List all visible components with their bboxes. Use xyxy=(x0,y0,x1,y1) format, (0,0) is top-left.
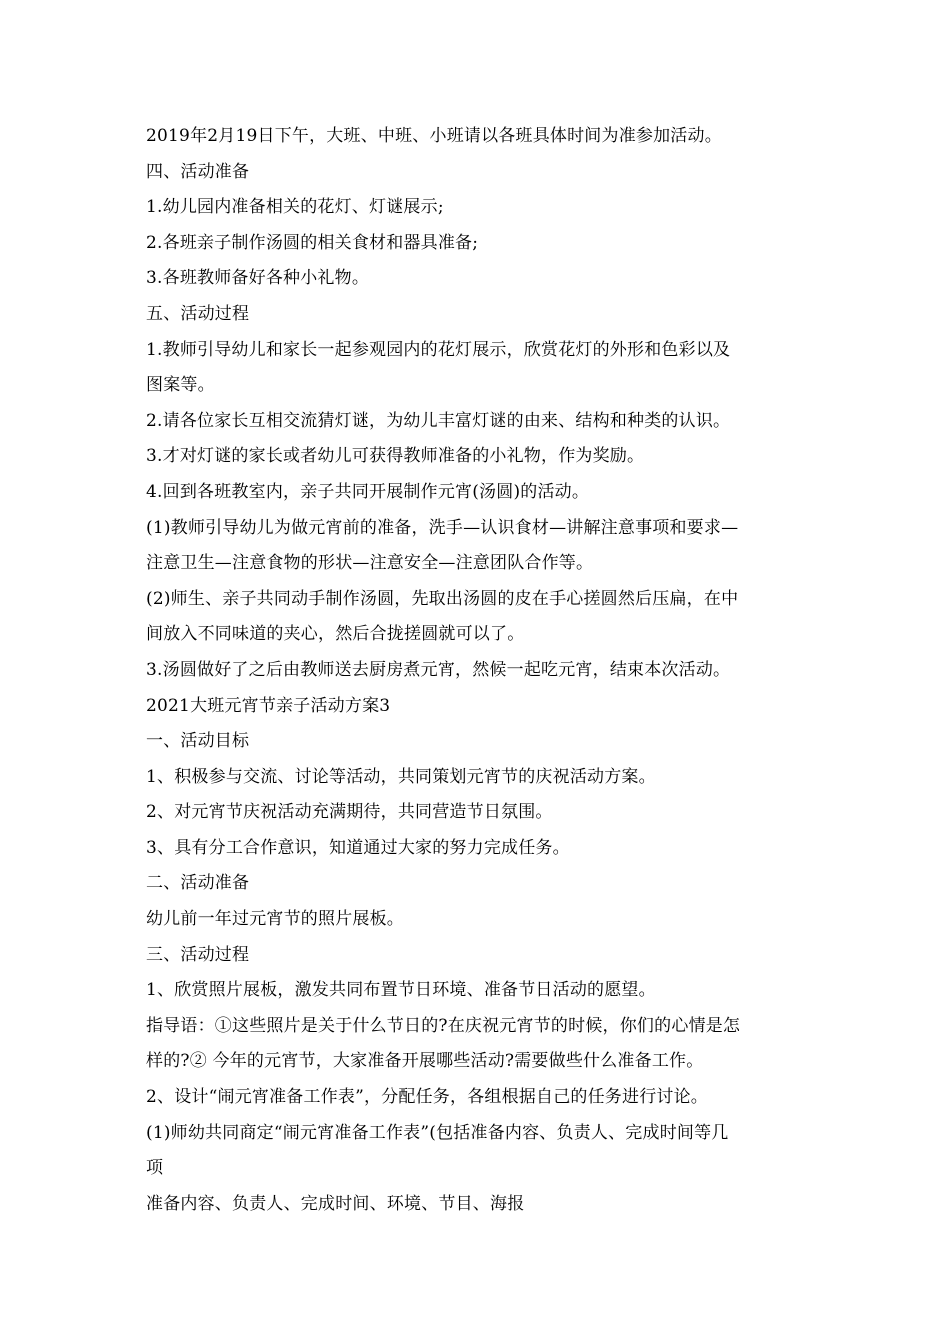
section-heading: 五、活动过程 xyxy=(146,303,250,324)
text-line: 2、设计“闹元宵准备工作表”，分配任务，各组根据自己的任务进行讨论。 xyxy=(146,1087,708,1108)
section-heading: 四、活动准备 xyxy=(146,161,250,182)
text-line: 图案等。 xyxy=(146,375,215,396)
document-title: 2021大班元宵节亲子活动方案3 xyxy=(146,695,391,716)
text-line: (1)教师引导幼儿为做元宵前的准备，洗手—认识食材—讲解注意事项和要求— xyxy=(146,517,739,538)
text-line: 指导语：①这些照片是关于什么节日的?在庆祝元宵节的时候，你们的心情是怎 xyxy=(146,1015,741,1036)
text-line: 2.各班亲子制作汤圆的相关食材和器具准备; xyxy=(146,232,479,253)
text-line: 间放入不同味道的夹心，然后合拢搓圆就可以了。 xyxy=(146,624,525,645)
text-line: 1.教师引导幼儿和家长一起参观园内的花灯展示，欣赏花灯的外形和色彩以及 xyxy=(146,339,731,360)
section-heading: 一、活动目标 xyxy=(146,731,250,752)
section-heading: 二、活动准备 xyxy=(146,873,250,894)
section-heading: 三、活动过程 xyxy=(146,944,250,965)
text-line: 2019年2月19日下午，大班、中班、小班请以各班具体时间为准参加活动。 xyxy=(146,126,722,146)
text-line: (2)师生、亲子共同动手制作汤圆，先取出汤圆的皮在手心搓圆然后压扁，在中 xyxy=(146,588,739,609)
text-line: 幼儿前一年过元宵节的照片展板。 xyxy=(146,909,404,930)
text-line: 2、对元宵节庆祝活动充满期待，共同营造节日氛围。 xyxy=(146,802,553,823)
text-line: 1、欣赏照片展板，激发共同布置节日环境、准备节日活动的愿望。 xyxy=(146,980,656,1001)
text-line: 注意卫生—注意食物的形状—注意安全—注意团队合作等。 xyxy=(146,553,594,574)
text-line: 项 xyxy=(146,1158,164,1179)
text-line: 4.回到各班教室内，亲子共同开展制作元宵(汤圆)的活动。 xyxy=(146,481,590,502)
text-line: 3、具有分工合作意识，知道通过大家的努力完成任务。 xyxy=(146,837,570,858)
text-line: 样的?② 今年的元宵节，大家准备开展哪些活动?需要做些什么准备工作。 xyxy=(146,1051,704,1072)
text-line: 1、积极参与交流、讨论等活动，共同策划元宵节的庆祝活动方案。 xyxy=(146,766,656,787)
text-line: 1.幼儿园内准备相关的花灯、灯谜展示; xyxy=(146,197,444,218)
text-line: 3.各班教师备好各种小礼物。 xyxy=(146,268,370,289)
text-line: (1)师幼共同商定“闹元宵准备工作表”(包括准备内容、负责人、完成时间等几 xyxy=(146,1122,729,1143)
text-line: 3.汤圆做好了之后由教师送去厨房煮元宵，然候一起吃元宵，结束本次活动。 xyxy=(146,659,731,680)
document-body xyxy=(146,119,814,1222)
text-line: 准备内容、负责人、完成时间、环境、节目、海报 xyxy=(146,1193,525,1214)
text-line: 3.才对灯谜的家长或者幼儿可获得教师准备的小礼物，作为奖励。 xyxy=(146,446,645,467)
text-line: 2.请各位家长互相交流猜灯谜，为幼儿丰富灯谜的由来、结构和种类的认识。 xyxy=(146,410,731,431)
